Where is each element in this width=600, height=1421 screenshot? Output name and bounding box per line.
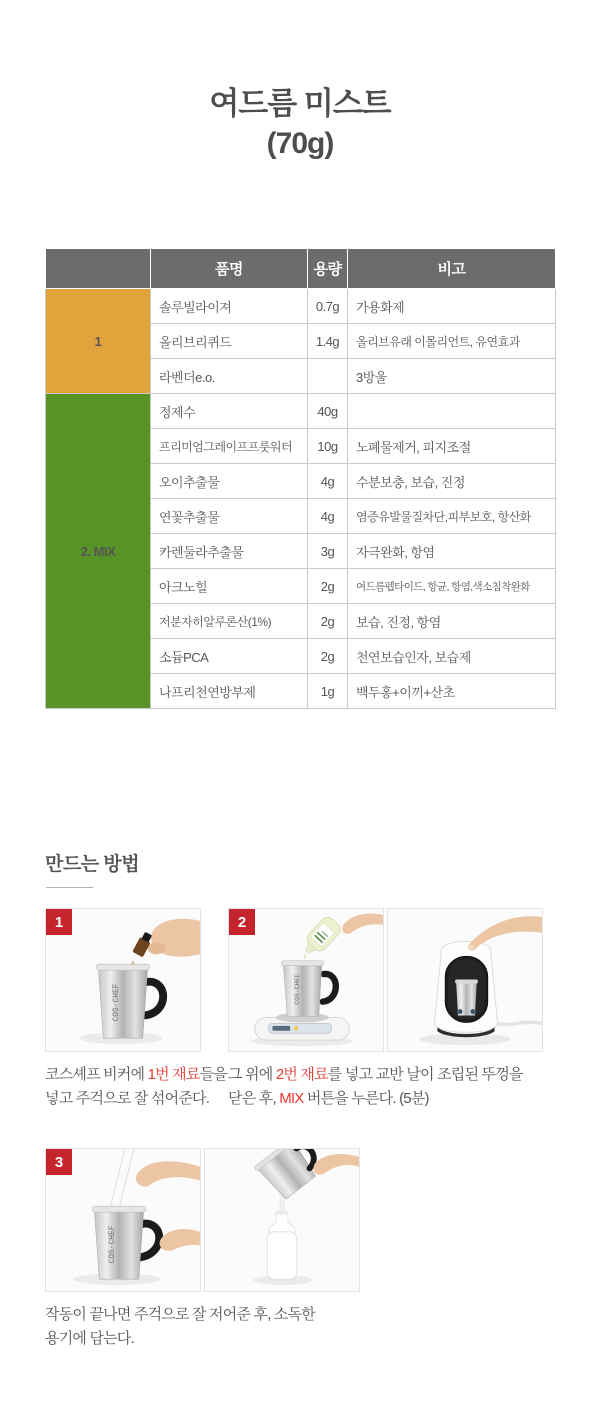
method-step-3	[45, 1148, 360, 1351]
svg-text:COS-CHEF: COS-CHEF	[294, 973, 302, 1005]
ingredient-row	[46, 289, 556, 324]
ingredient-note-cell: 가용화제	[348, 289, 556, 324]
step-number-badge: 2	[229, 909, 255, 935]
ingredient-name-cell: 카렌둘라추출물	[151, 534, 308, 569]
ingredient-note-cell: 염증유발물질차단,피부보호, 항산화	[348, 499, 556, 534]
col-header-group	[46, 249, 151, 289]
ingredient-note-cell: 3방울	[348, 359, 556, 394]
caption-line: 넣고 주걱으로 잘 섞어준다.	[45, 1090, 210, 1107]
ingredient-row	[46, 394, 556, 429]
ingredient-amount-cell: 2g	[308, 639, 348, 674]
ingredient-amount-cell	[308, 359, 348, 394]
ingredient-name-cell: 솔루빌라이져	[151, 289, 308, 324]
ingredient-table-body	[46, 289, 556, 709]
col-header-name: 품명	[151, 249, 308, 289]
ingredient-name-cell: 라벤더e.o.	[151, 359, 308, 394]
step3-photo-stirring	[45, 1148, 201, 1292]
product-name: 여드름 미스트	[209, 86, 391, 121]
ingredient-name-cell: 올리브리퀴드	[151, 324, 308, 359]
mixer-machine-illustration	[388, 909, 542, 1051]
step1-photo-dropping-oil	[45, 908, 201, 1052]
step3-photo-filling-bottle	[204, 1148, 360, 1292]
svg-text:COS-CHEF: COS-CHEF	[112, 983, 122, 1022]
pour-into-bottle-illustration	[205, 1149, 359, 1291]
ingredient-note-cell: 보습, 진정, 항염	[348, 604, 556, 639]
ingredient-amount-cell: 1.4g	[308, 324, 348, 359]
step1-caption	[45, 1063, 227, 1111]
ingredient-note-cell: 노폐물제거, 피지조절	[348, 429, 556, 464]
step2-photo-mixer-machine	[387, 908, 543, 1052]
step3-caption	[45, 1303, 360, 1351]
ingredient-name-cell: 나프리천연방부제	[151, 674, 308, 709]
method-heading: 만드는 방법	[45, 854, 140, 875]
ingredient-name-cell: 정제수	[151, 394, 308, 429]
group-label-cell: 1	[46, 289, 151, 394]
ingredient-amount-cell: 40g	[308, 394, 348, 429]
ingredient-name-cell: 아크노힐	[151, 569, 308, 604]
ingredient-amount-cell: 0.7g	[308, 289, 348, 324]
ingredient-table	[45, 248, 556, 709]
step2-caption	[228, 1063, 543, 1111]
method-step-2	[228, 908, 543, 1111]
caption-line: 코스셰프 비커에 1번 재료들을	[45, 1066, 227, 1083]
ingredient-name-cell: 연꽃추출물	[151, 499, 308, 534]
heading-underline	[46, 887, 93, 888]
method-step-1	[45, 908, 227, 1111]
ingredient-note-cell: 자극완화, 항염	[348, 534, 556, 569]
step-number-badge: 1	[46, 909, 72, 935]
ingredient-amount-cell: 4g	[308, 464, 348, 499]
ingredient-amount-cell: 10g	[308, 429, 348, 464]
ingredient-amount-cell: 2g	[308, 569, 348, 604]
ingredient-table-header	[46, 249, 556, 289]
step2-photo-pouring-on-scale	[228, 908, 384, 1052]
ingredient-note-cell: 올리브유래 이몰리언트, 유연효과	[348, 324, 556, 359]
step-number-badge: 3	[46, 1149, 72, 1175]
ingredient-name-cell: 프리미엄그레이프프룻워터	[151, 429, 308, 464]
ingredient-amount-cell: 3g	[308, 534, 348, 569]
ingredient-note-cell: 수분보충, 보습, 진정	[348, 464, 556, 499]
page-title	[0, 84, 600, 164]
caption-line: 그 위에 2번 재료를 넣고 교반 날이 조립된 뚜껑을	[228, 1066, 523, 1083]
ingredient-amount-cell: 4g	[308, 499, 348, 534]
ingredient-note-cell: 천연보습인자, 보습제	[348, 639, 556, 674]
ingredient-name-cell: 오이추출물	[151, 464, 308, 499]
ingredient-name-cell: 소듐PCA	[151, 639, 308, 674]
svg-text:COS-CHEF: COS-CHEF	[108, 1225, 118, 1264]
caption-line: 닫은 후, MIX 버튼을 누른다. (5분)	[228, 1090, 429, 1107]
ingredient-amount-cell: 1g	[308, 674, 348, 709]
col-header-amount: 용량	[308, 249, 348, 289]
caption-line: 용기에 담는다.	[45, 1330, 134, 1347]
ingredient-note-cell	[348, 394, 556, 429]
group-label-cell: 2. MIX	[46, 394, 151, 709]
col-header-note: 비고	[348, 249, 556, 289]
caption-line: 작동이 끝나면 주걱으로 잘 저어준 후, 소독한	[45, 1306, 315, 1323]
ingredient-name-cell: 저분자히알루론산(1%)	[151, 604, 308, 639]
ingredient-amount-cell: 2g	[308, 604, 348, 639]
ingredient-note-cell: 여드름펩타이드, 항균, 항염,색소침착완화	[348, 569, 556, 604]
ingredient-note-cell: 백두홍+이끼+산초	[348, 674, 556, 709]
product-weight: (70g)	[266, 127, 334, 160]
